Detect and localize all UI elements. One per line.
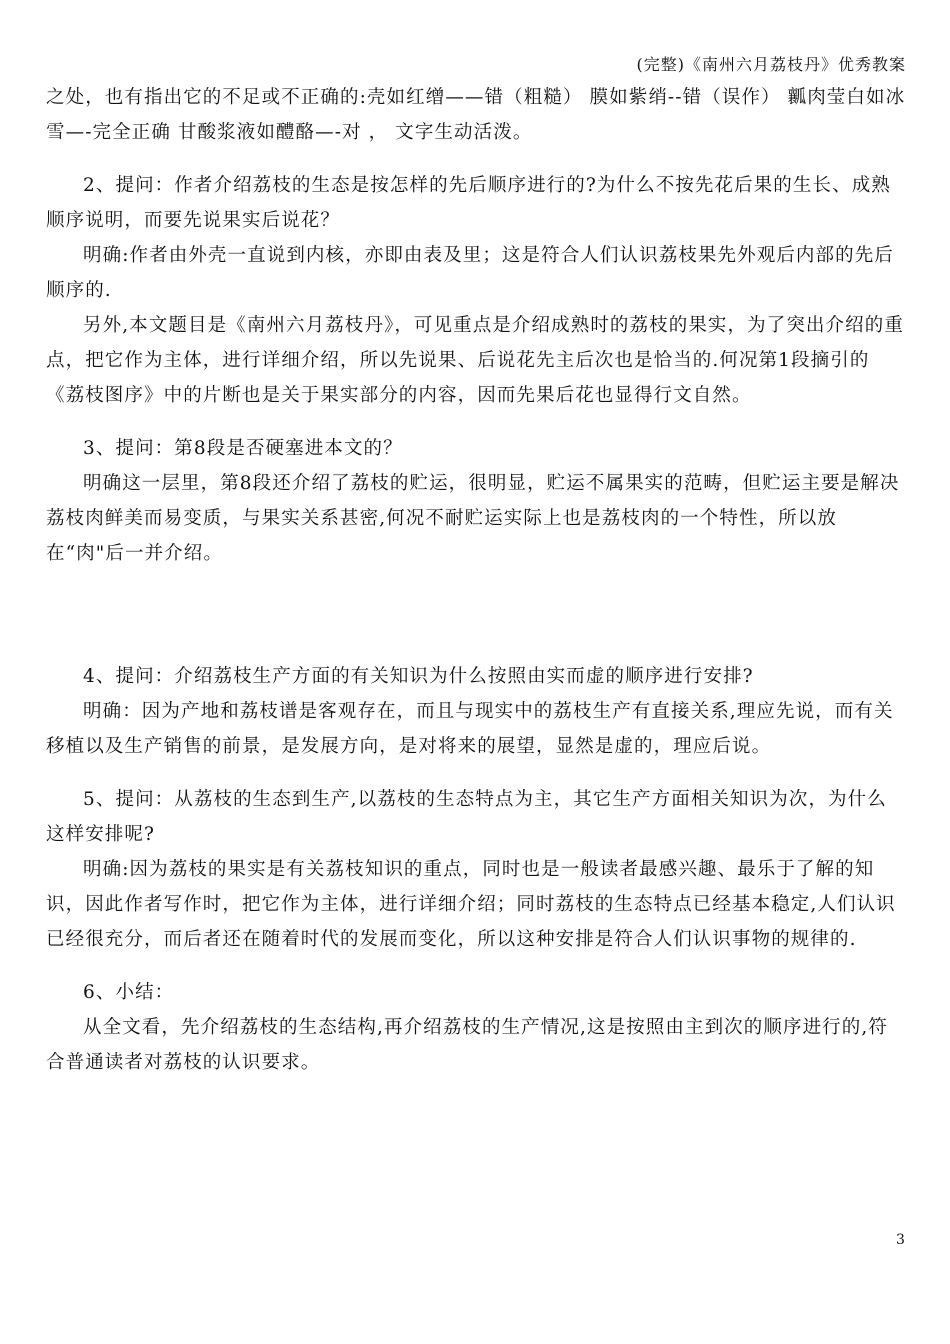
page-header: (完整)《南州六月荔枝丹》优秀教案	[636, 55, 906, 74]
document-body	[46, 80, 906, 1080]
paragraph-continuation: 之处，也有指出它的不足或不正确的:壳如红缯——错（粗糙） 膜如紫绡--错（误作） 瓤肉莹白如冰雪—-完全正确 甘酸浆液如醴酪—-对 ， 文字生动活泼。	[46, 87, 906, 143]
question-4: 4、提问：介绍荔枝生产方面的有关知识为什么按照由实而虚的顺序进行安排?	[83, 666, 754, 687]
spacer	[46, 413, 906, 431]
question-3: 3、提问：第8段是否硬塞进本文的？	[83, 438, 403, 459]
answer-2-part-1: 明确:作者由外壳一直说到内核，亦即由表及里；这是符合人们认识荔枝果先外观后内部的先后顺序的.	[46, 245, 894, 301]
page-number: 3	[896, 1232, 905, 1248]
question-5: 5、提问：从荔枝的生态到生产,以荔枝的生态特点为主，其它生产方面相关知识为次，为什么这样安排呢?	[46, 789, 887, 845]
spacer	[46, 764, 906, 782]
summary-text: 从全文看，先介绍荔枝的生态结构,再介绍荔枝的生产情况,这是按照由主到次的顺序进行的,符合普通读者对荔枝的认识要求。	[46, 1017, 888, 1073]
spacer	[46, 571, 906, 659]
question-2: 2、提问：作者介绍荔枝的生态是按怎样的先后顺序进行的?为什么不按先花后果的生长、成熟顺序说明，而要先说果实后说花？	[46, 175, 891, 231]
answer-3: 明确这一层里，第8段还介绍了荔枝的贮运，很明显，贮运不属果实的范畴，但贮运主要是解决荔枝肉鲜美而易变质，与果实关系甚密,何况不耐贮运实际上也是荔枝肉的一个特性，所以放在“肉"后一并介绍。	[46, 473, 900, 564]
spacer	[46, 957, 906, 975]
spacer	[46, 150, 906, 168]
answer-5: 明确:因为荔枝的果实是有关荔枝知识的重点，同时也是一般读者最感兴趣、最乐于了解的知识，因此作者写作时，把它作为主体，进行详细介绍；同时荔枝的生态特点已经基本稳定,人们认识已经很充分，而后者还在随着时代的发展而变化，所以这种安排是符合人们认识事物的规律的.	[46, 859, 896, 950]
answer-2-part-2: 另外,本文题目是《南州六月荔枝丹》，可见重点是介绍成熟时的荔枝的果实，为了突出介绍的重点，把它作为主体，进行详细介绍，所以先说果、后说花先主后次也是恰当的.何况第1段摘引的《荔枝图序》中的片断也是关于果实部分的内容，因而先果后花也显得行文自然。	[46, 315, 904, 406]
answer-4: 明确：因为产地和荔枝谱是客观存在，而且与现实中的荔枝生产有直接关系,理应先说，而有关移植以及生产销售的前景，是发展方向，是对将来的展望，显然是虚的，理应后说。	[46, 701, 894, 757]
summary-heading: 6、小结：	[83, 982, 175, 1003]
